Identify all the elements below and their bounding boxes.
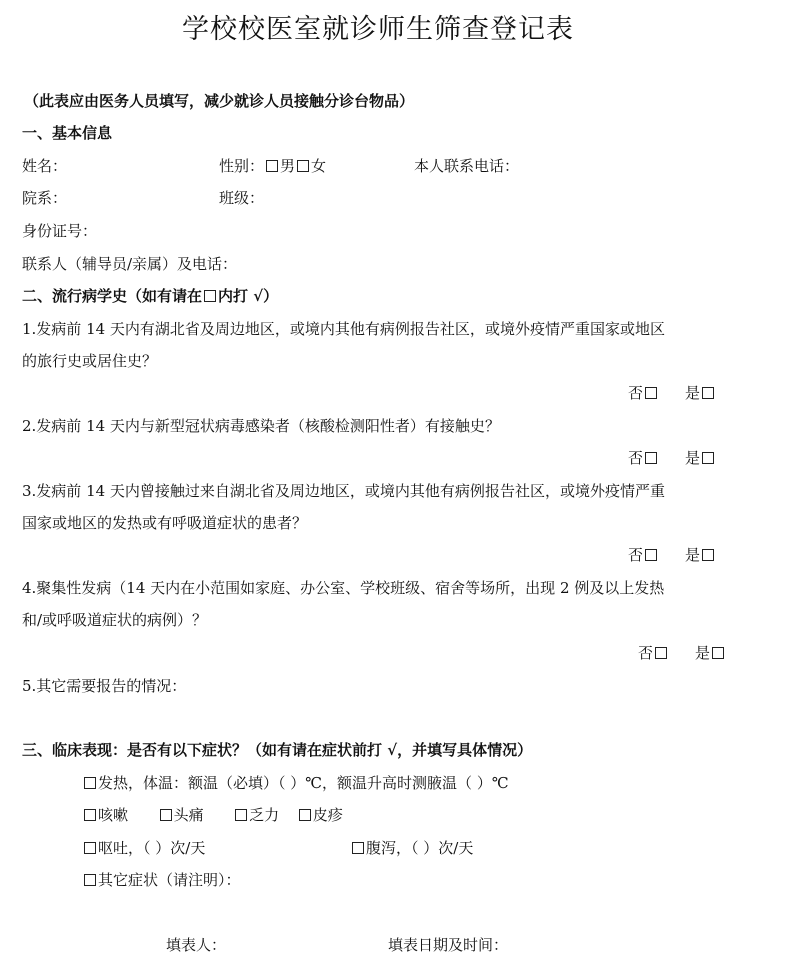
section2-heading-post: 内打 √） [218,287,279,305]
gender-label: 性别： [219,157,265,175]
gender-field [219,157,326,175]
diarrhea-row [350,839,473,857]
q2-text-line1: 2.发病前 14 天内与新型冠状病毒感染者（核酸检测阳性者）有接触史？ [22,417,500,435]
q4-no-label: 否 [638,644,654,662]
vomit-label: 呕吐，（ ）次/天 [98,839,206,857]
q2-yes-checkbox[interactable] [702,452,714,464]
class-label: 班级： [219,189,265,207]
id-label: 身份证号： [22,222,98,240]
q1-yes-checkbox[interactable] [702,387,714,399]
symptom-row-2 [82,806,343,824]
q3-answer [628,546,716,564]
diarrhea-checkbox[interactable] [352,842,364,854]
fever-checkbox[interactable] [84,777,96,789]
rash-checkbox[interactable] [299,809,311,821]
section1-heading: 一、基本信息 [22,124,113,142]
q1-no-checkbox[interactable] [645,387,657,399]
cough-checkbox[interactable] [84,809,96,821]
diarrhea-label: 腹泻，（ ）次/天 [366,839,474,857]
q4-no-checkbox[interactable] [655,647,667,659]
fatigue-label: 乏力 [249,806,280,824]
q4-yes-checkbox[interactable] [712,647,724,659]
q3-text-line1: 3.发病前 14 天内曾接触过来自湖北省及周边地区，或境内其他有病例报告社区，或境外疫情严重 [22,482,665,500]
q3-yes-label: 是 [685,546,701,564]
contact-label: 联系人（辅导员/亲属）及电话： [22,255,238,273]
checkbox-sample-icon [204,290,216,302]
section3-heading: 三、临床表现：是否有以下症状？（如有请在症状前打 √，并填写具体情况） [22,741,533,759]
phone-label: 本人联系电话： [414,157,520,175]
female-checkbox[interactable] [297,160,309,172]
cough-label: 咳嗽 [98,806,129,824]
page-title: 学校校医室就诊师生筛查登记表 [182,14,574,45]
headache-checkbox[interactable] [160,809,172,821]
vomit-row [82,839,205,857]
q1-answer [628,384,716,402]
fever-row [82,774,509,792]
q4-text-line2: 和/或呼吸道症状的病例）？ [22,611,208,629]
q5-text-line1: 5.其它需要报告的情况： [22,677,187,695]
q3-no-label: 否 [628,546,644,564]
fatigue-checkbox[interactable] [235,809,247,821]
q1-text-line1: 1.发病前 14 天内有湖北省及周边地区，或境内其他有病例报告社区，或境外疫情严重国家或地区 [22,320,665,338]
other-symptom-label: 其它症状（请注明）： [98,871,241,889]
rash-label: 皮疹 [312,806,343,824]
fever-label: 发热，体温：额温（必填）（ ）℃，额温升高时测腋温（ ）℃ [98,774,509,792]
q2-no-label: 否 [628,449,644,467]
q1-text-line2: 的旅行史或居住史？ [22,352,158,370]
q3-no-checkbox[interactable] [645,549,657,561]
q3-text-line2: 国家或地区的发热或有呼吸道症状的患者？ [22,514,308,532]
other-symptom-checkbox[interactable] [84,874,96,886]
q2-yes-label: 是 [685,449,701,467]
dept-label: 院系： [22,189,68,207]
q4-text-line1: 4.聚集性发病（14 天内在小范围如家庭、办公室、学校班级、宿舍等场所，出现 2 例及以上发热 [22,579,665,597]
q4-yes-label: 是 [695,644,711,662]
male-checkbox[interactable] [266,160,278,172]
male-option-label: 男 [280,157,296,175]
section2-heading-pre: 二、流行病学史（如有请在 [22,287,203,305]
filler-label: 填表人： [166,936,227,954]
q3-yes-checkbox[interactable] [702,549,714,561]
section2-heading [22,287,278,305]
q4-answer [638,644,726,662]
female-option-label: 女 [311,157,327,175]
form-note: （此表应由医务人员填写，减少就诊人员接触分诊台物品） [24,92,415,110]
vomit-checkbox[interactable] [84,842,96,854]
q1-no-label: 否 [628,384,644,402]
other-symptom-row [82,871,241,889]
headache-label: 头痛 [173,806,204,824]
q1-yes-label: 是 [685,384,701,402]
q2-answer [628,449,716,467]
name-label: 姓名： [22,157,68,175]
q2-no-checkbox[interactable] [645,452,657,464]
datetime-label: 填表日期及时间： [388,936,509,954]
